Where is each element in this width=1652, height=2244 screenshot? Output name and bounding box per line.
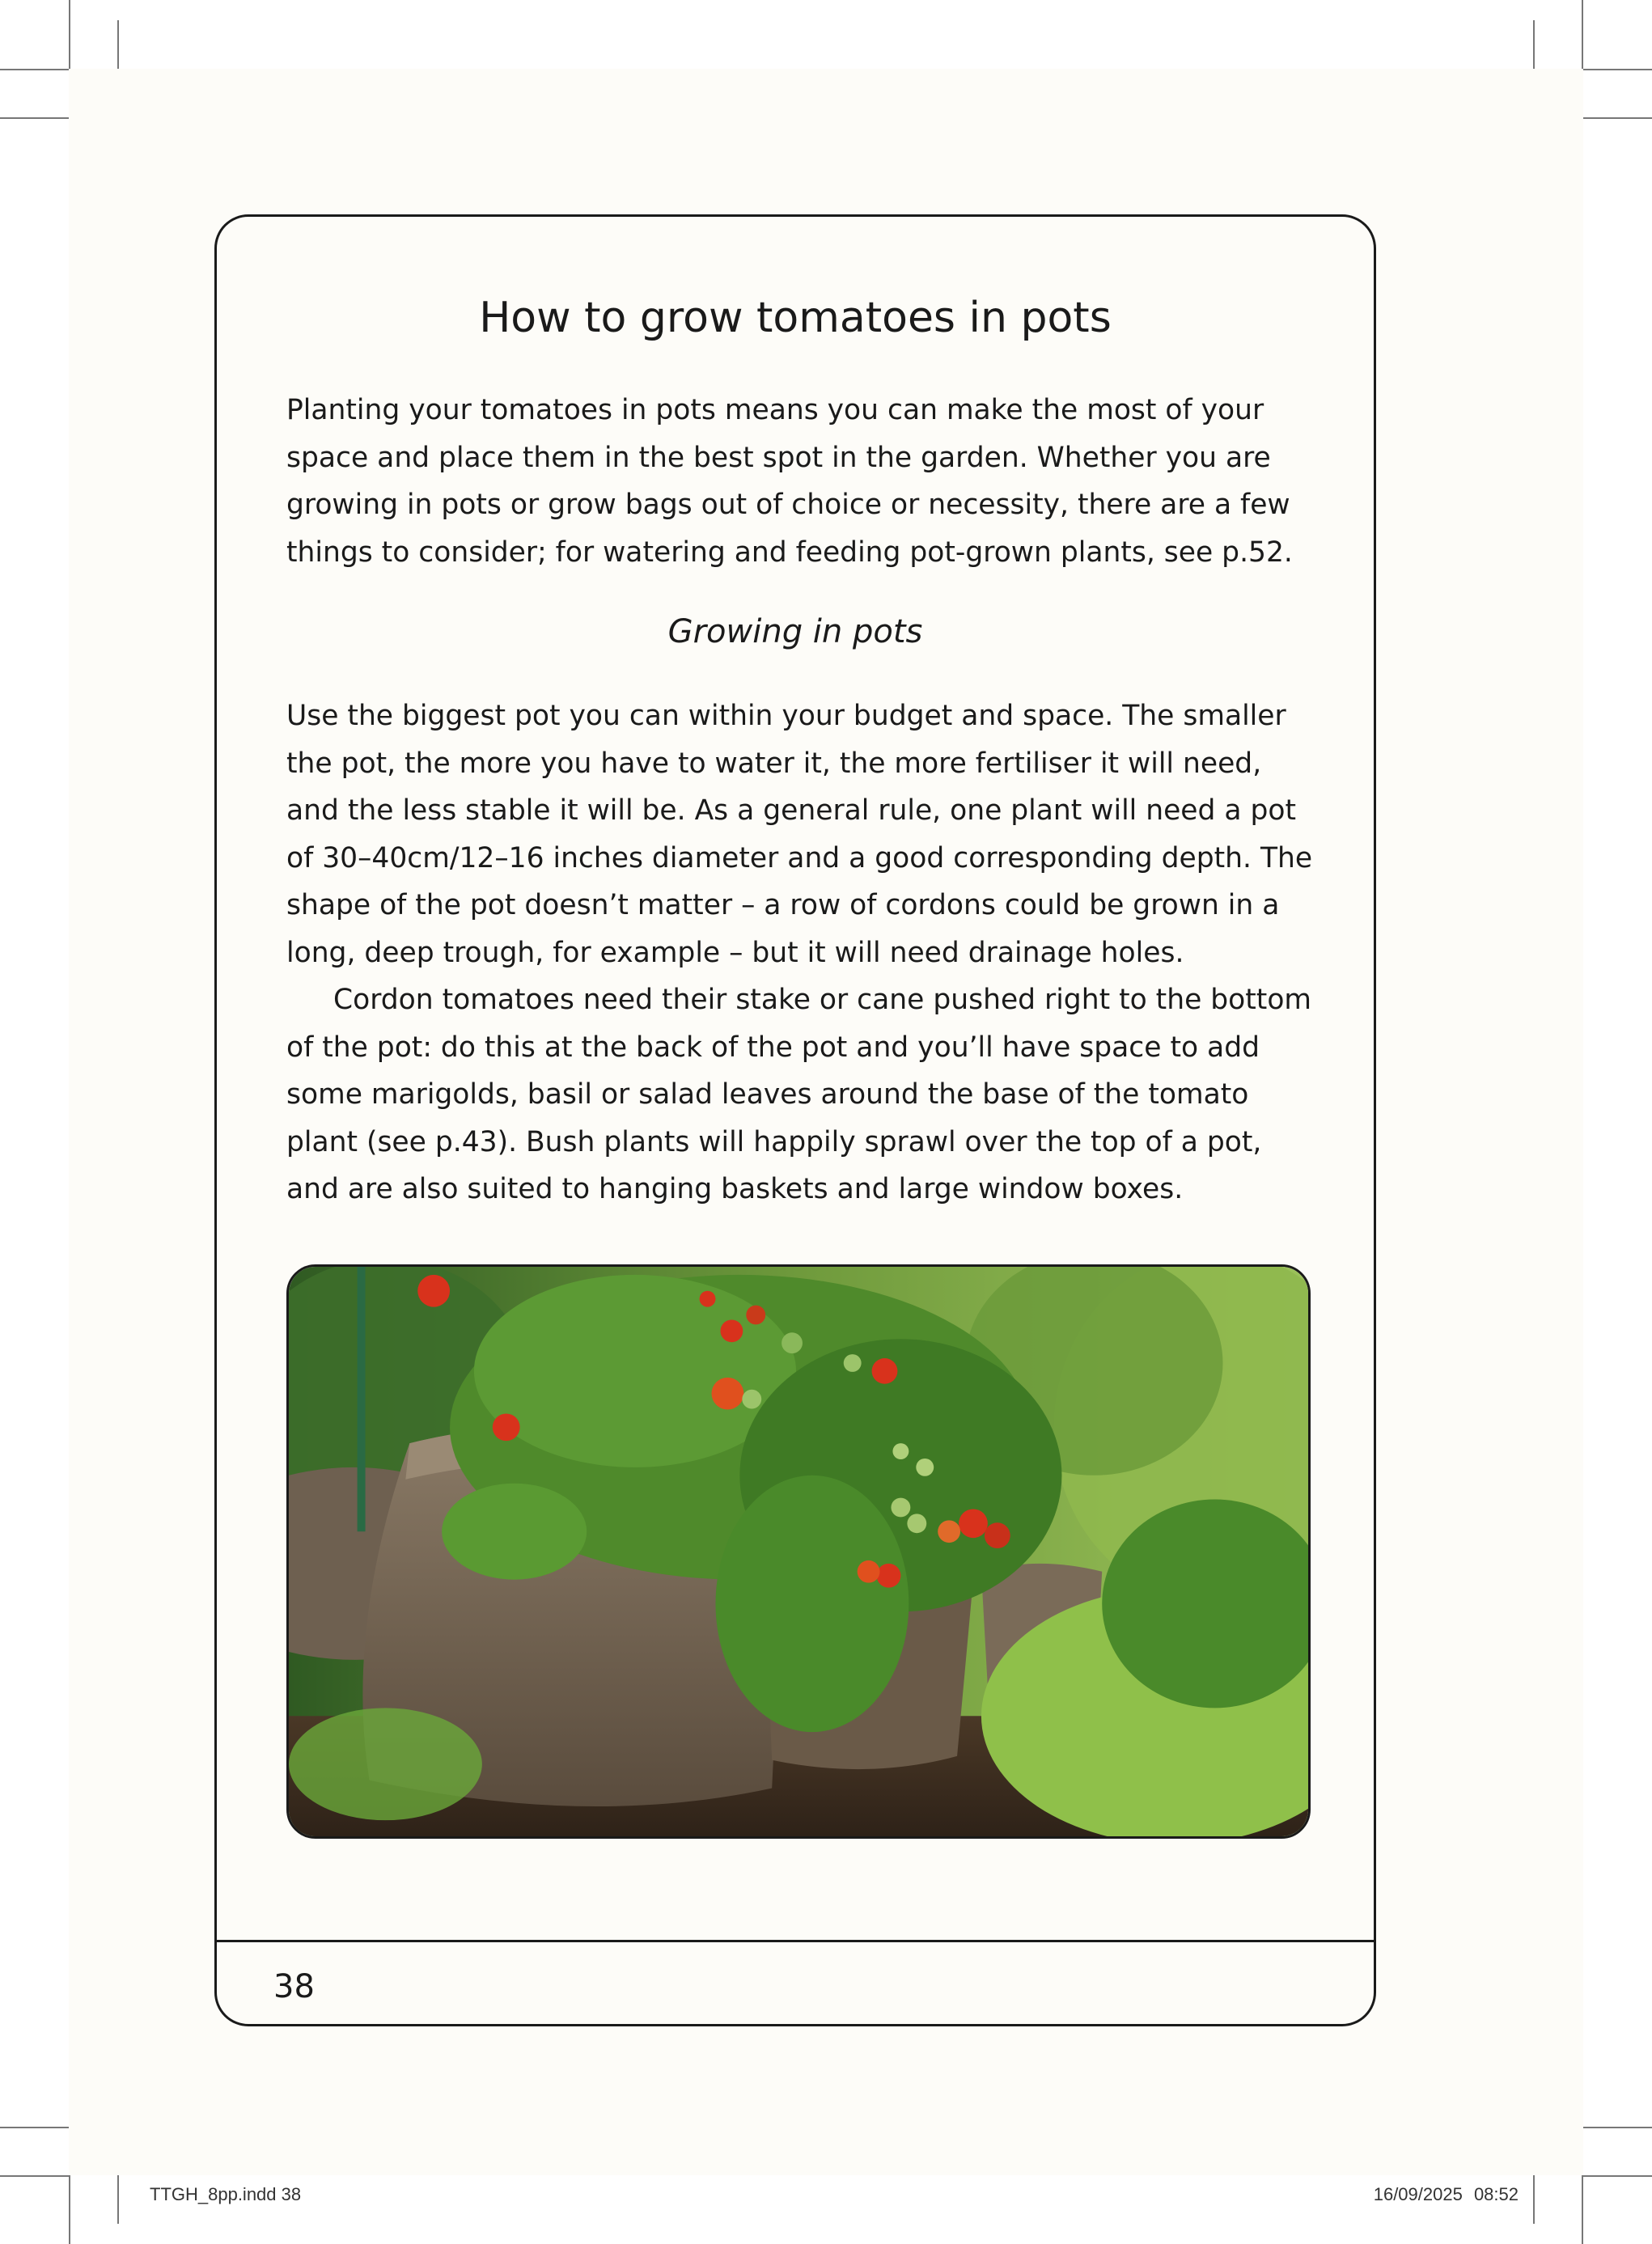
page-number: 38 bbox=[273, 1968, 315, 2005]
crop-mark-top-left-v bbox=[69, 0, 70, 69]
crop-mark-bottom-right-h bbox=[1583, 2127, 1652, 2128]
crop-mark-bottom-right-v bbox=[1582, 2175, 1583, 2244]
crop-mark-bottom-right-h2 bbox=[1583, 2175, 1652, 2177]
print-slug-filename: TTGH_8pp.indd 38 bbox=[150, 2184, 302, 2204]
crop-mark-top-right-v2 bbox=[1533, 20, 1535, 69]
body-paragraph-1: Use the biggest pot you can within your budget and space. The smaller the pot, the more you have to water it, the more fertiliser it will need, and the less stable it will be. As a general rule, one plant will need a pot of 30–40cm/12–16 inches diameter and a good corresponding depth. The shape of the pot doesn’t matter – a row of cordons could be grown in a long, deep trough, for example – but it will need drainage holes. bbox=[286, 700, 1313, 969]
crop-mark-top-left-h bbox=[0, 69, 69, 70]
crop-mark-bottom-left-v2 bbox=[117, 2175, 119, 2224]
page-title: How to grow tomatoes in pots bbox=[479, 294, 1112, 342]
crop-mark-bottom-left-h bbox=[0, 2127, 69, 2128]
crop-mark-bottom-right-v2 bbox=[1533, 2175, 1535, 2224]
body-paragraph-2: Cordon tomatoes need their stake or cane pushed right to the bottom of the pot: do this at the back of the pot and you’ll have space to add some marigolds, basil or salad leaves around the base of the tomato plant (see p.43). Bush plants will happily sprawl over the top of a pot, and are also suited to hanging baskets and large window boxes. bbox=[286, 984, 1312, 1205]
body-text bbox=[286, 692, 1322, 1213]
crop-mark-top-left-v2 bbox=[117, 20, 119, 69]
content-card bbox=[214, 214, 1376, 2026]
crop-mark-bottom-left-h2 bbox=[0, 2175, 69, 2177]
tomato-photo-illustration bbox=[289, 1267, 1308, 1836]
crop-mark-top-right-h bbox=[1583, 69, 1652, 70]
crop-mark-top-left-h2 bbox=[0, 117, 69, 119]
footer-rule bbox=[217, 1940, 1374, 1942]
crop-mark-top-right-v bbox=[1582, 0, 1583, 69]
crop-mark-bottom-left-v bbox=[69, 2175, 70, 2244]
tomato-grow-bags-photo bbox=[286, 1264, 1311, 1839]
intro-paragraph: Planting your tomatoes in pots means you can make the most of your space and place them in the best spot in the garden. Whether you are growing in pots or grow bags out of choice or necessity, there are a few things to consider; for watering and feeding pot-grown plants, see p.52. bbox=[286, 394, 1293, 569]
print-slug-date: 16/09/2025 08:52 bbox=[1373, 2184, 1519, 2204]
section-subheading: Growing in pots bbox=[667, 613, 923, 650]
crop-mark-top-right-h2 bbox=[1583, 117, 1652, 119]
